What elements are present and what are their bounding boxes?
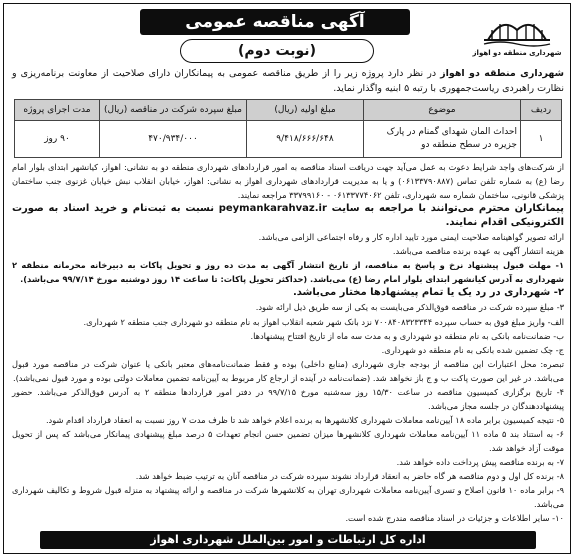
intro-paragraph <box>12 66 564 96</box>
note-item: ۷- به برنده مناقصه پیش پرداخت داده خواهد شد. <box>396 456 564 467</box>
intro-org: شهرداری منطقه دو اهواز <box>440 68 565 79</box>
note-item: تبصره: محل اعتبارات این مناقصه از بودجه جاری شهرداری (منابع داخلی) بوده و فقط ضمانت‌نامه‌های معتبر بانکی یا عنوان شرکت در مناقصه مورد قبول می‌باشد. در غیر این صورت پاکت ب و ج باز نخواهد شد. (ضمانت‌نامه در آینده از ارجاع کار مربوط به آیین‌نامه تضمین معاملات دولتی بوده و مورد قبول نمی‌باشد). <box>12 358 564 383</box>
cell-duration: ۹۰ روز <box>15 121 100 158</box>
logo-caption: شهرداری منطقه دو اهواز <box>472 49 562 57</box>
note-item: ۱- مهلت قبول پیشنهاد نرخ و پاسخ به مناقصه، از تاریخ انتشار آگهی به مدت ده روز و تحویل پاکات به دبیرخانه محرمانه منطقه ۲ شهرداری به آدرس کیانشهر ابتدای بلوار امام رضا (ع) می‌باشد. (حداکثر تحویل پاکات: تا ساعت ۱۴ روز دوشنبه مورخ ۹۹/۷/۱۴ می‌باشد). <box>12 260 564 285</box>
note-item: ۹- برابر ماده ۱۰ قانون اصلاح و تسری آیین‌نامه معاملات شهرداری تهران به کلانشهرها شرکت در مناقصه و ارائه پیشنهاد به منزله قبول شروط و تکالیف شهرداری می‌باشد. <box>12 485 564 510</box>
cell-row-number: ۱ <box>521 121 562 158</box>
note-item: ۸- برنده کل اول و دوم مناقصه هر گاه حاضر به انعقاد قرارداد نشوند سپرده شرکت در مناقصه آنان به ترتیب ضبط خواهد شد. <box>135 471 564 482</box>
notice-title: آگهی مناقصه عمومی <box>140 9 410 35</box>
note-item: ۳- مبلغ سپرده شرکت در مناقصه فوق‌الذکر می‌بایست به یکی از سه طریق ذیل ارائه شود. <box>255 302 564 313</box>
cell-deposit-amount: ۴۷۰/۹۳۴/۰۰۰ <box>100 121 247 158</box>
col-subject: موضوع <box>364 100 521 121</box>
note-item: پیمانکاران محترم می‌توانند با مراجعه به سایت peymankarahvaz.ir نسبت به ثبت‌نام و خرید اسناد به صورت الکترونیکی اقدام نمایند. <box>12 203 564 229</box>
intro-text: در نظر دارد پروژه زیر را از طریق مناقصه عمومی به پیمانکاران دارای صلاحیت از معاونت برنامه‌ریزی و نظارت راهبردی ریاست‌جمهوری با رتبه ۵ ابنیه واگذار نماید. <box>12 68 564 94</box>
note-item: ارائه تصویر گواهینامه صلاحیت ایمنی مورد تایید اداره کار و رفاه اجتماعی الزامی می‌باشد. <box>258 232 564 243</box>
col-deposit-amount: مبلغ سپرده شرکت در مناقصه (ریال) <box>100 100 247 121</box>
note-item: ۶- به استناد بند ۵ ماده ۱۱ آیین‌نامه معاملات شهرداری کلانشهر‌ها میزان تضمین حسن انجام تعهدات ۵ درصد مبلغ پیشنهادی پیمانکار می‌باشد که پس از تحویل موقت آزاد خواهد شد. <box>12 428 564 453</box>
note-item: هزینه انتشار آگهی به عهده برنده مناقصه می‌باشد. <box>392 246 564 257</box>
note-item: الف- واریز مبلغ فوق به حساب سپرده ۷۰۰۸۴۰۸۳۲۳۳۴۴ نزد بانک شهر شعبه انقلاب اهواز به نام منطقه دو شهرداری جنب منطقه ۲ شهرداری. <box>83 316 564 327</box>
note-item: ج- چک تضمین شده بانکی به نام منطقه دو شهرداری. <box>381 344 564 355</box>
bridge-icon <box>482 10 552 48</box>
cell-initial-amount: ۹/۴۱۸/۶۶۶/۶۴۸ <box>247 121 364 158</box>
cell-subject: احداث المان شهدای گمنام در پارک جزیره در سطح منطقه دو <box>364 121 521 158</box>
note-item: ۲- شهرداری در رد یک یا تمام پیشنهادها مختار می‌باشد. <box>292 287 564 299</box>
header <box>0 6 576 66</box>
note-item: ۴- تاریخ برگزاری کمیسیون مناقصه در ساعت ۱۵/۳۰ روز سه‌شنبه مورخ ۹۹/۷/۱۵ در دفتر امور قراردادها منطقه ۲ به آدرس فوق‌الذکر می‌باشد. حضور پیشنهاددهندگان در جلسه مجاز می‌باشد. <box>12 386 565 411</box>
conditions-list <box>12 160 564 525</box>
footer-banner: اداره کل ارتباطات و امور بین‌الملل شهرداری اهواز <box>40 531 536 549</box>
table-row <box>15 121 562 158</box>
notice-round: (نوبت دوم) <box>180 39 374 63</box>
col-initial-amount: مبلغ اولیه (ریال) <box>247 100 364 121</box>
tender-table <box>14 99 562 158</box>
note-item: ۵- نتیجه کمیسیون برابر ماده ۱۸ آیین‌نامه معاملات شهرداری کلانشهر‌ها به برنده اعلام خواهد شد تا ظرف مدت ۷ روز نسبت به انعقاد قرارداد اقدام شود. <box>45 414 564 425</box>
table-header-row <box>15 100 562 121</box>
note-item: از شرکت‌های واجد شرایط دعوت به عمل می‌آید جهت دریافت اسناد مناقصه به امور قراردادهای شهرداری منطقه دو به نشانی: اهواز، کیانشهر ابتدای بلوار امام رضا (ع) به شماره تلفن تماس (۰۶۱۳۳۷۹۰۸۸۷) و یا به مدیریت قراردادهای شهرداری اهواز به نشانی: اهواز، خیابان انقلاب نبش خیابان غزنوی جنب ساختمان پزشکی قانونی، ساختمان شماره سه شهرداری، تلفن ۰۶۱۳۳۷۷۴۰۶۲ - ۳۳۷۹۹۱۶۰ مراجعه نمایند. <box>12 162 564 201</box>
municipality-logo <box>472 10 562 62</box>
note-item: ب- ضمانت‌نامه بانکی به نام منطقه دو شهرداری و به مدت سه ماه از تاریخ افتتاح پیشنهادها. <box>250 330 564 341</box>
col-row-number: ردیف <box>521 100 562 121</box>
note-item: ۱۰- سایر اطلاعات و جزئیات در اسناد مناقصه مندرج شده است. <box>345 513 564 524</box>
col-duration: مدت اجرای پروژه <box>15 100 100 121</box>
